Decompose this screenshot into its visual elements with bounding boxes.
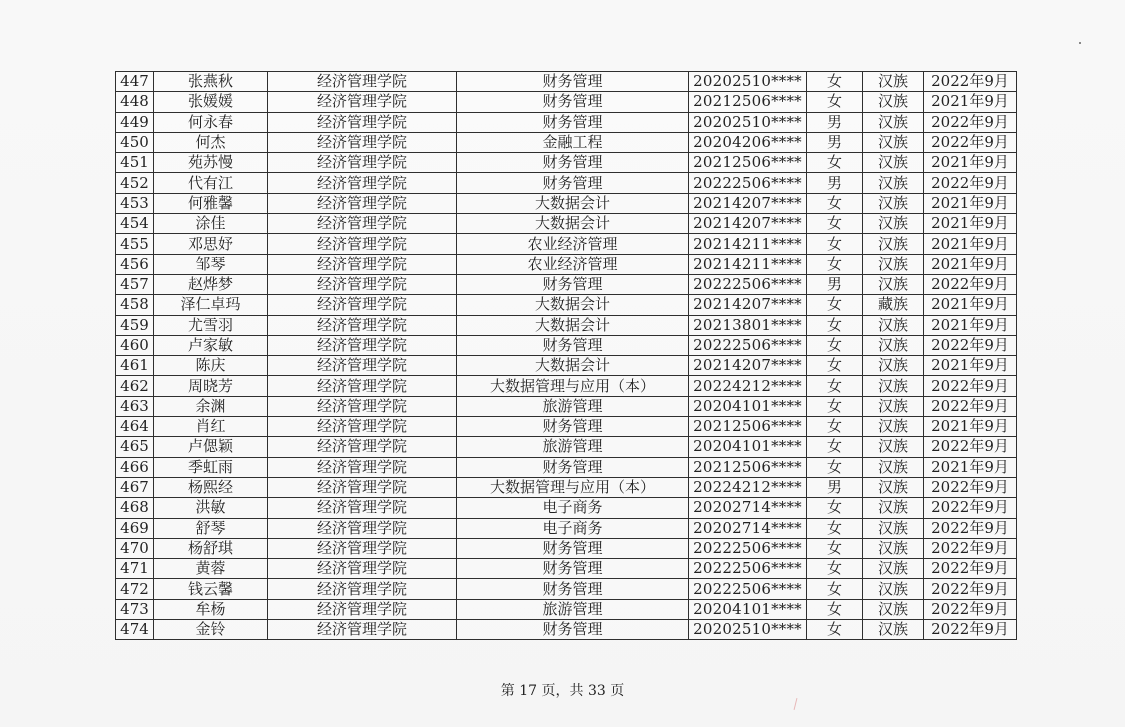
student-id: 20214207**** (689, 295, 807, 315)
college-name: 经济管理学院 (268, 518, 457, 538)
table-row (116, 193, 1017, 213)
college-name: 经济管理学院 (268, 234, 457, 254)
ethnicity: 藏族 (863, 295, 924, 315)
student-id: 20214207**** (689, 214, 807, 234)
major-name: 大数据会计 (457, 356, 689, 376)
table-row (116, 599, 1017, 619)
enrollment-date: 2022年9月 (924, 477, 1017, 497)
major-name: 旅游管理 (457, 599, 689, 619)
table-row (116, 559, 1017, 579)
gender: 女 (807, 315, 863, 335)
table-row (116, 214, 1017, 234)
table-row (116, 234, 1017, 254)
student-id: 20202510**** (689, 620, 807, 640)
row-number: 461 (116, 356, 154, 376)
ethnicity: 汉族 (863, 477, 924, 497)
student-name: 牟杨 (154, 599, 268, 619)
enrollment-date: 2021年9月 (924, 356, 1017, 376)
gender: 女 (807, 153, 863, 173)
enrollment-date: 2022年9月 (924, 518, 1017, 538)
student-id: 20214207**** (689, 193, 807, 213)
row-number: 473 (116, 599, 154, 619)
row-number: 459 (116, 315, 154, 335)
student-id: 20202714**** (689, 498, 807, 518)
student-id: 20224212**** (689, 376, 807, 396)
ethnicity: 汉族 (863, 234, 924, 254)
college-name: 经济管理学院 (268, 356, 457, 376)
enrollment-date: 2022年9月 (924, 132, 1017, 152)
major-name: 大数据管理与应用（本） (457, 376, 689, 396)
student-id: 20222506**** (689, 538, 807, 558)
table-row (116, 376, 1017, 396)
student-name: 周晓芳 (154, 376, 268, 396)
college-name: 经济管理学院 (268, 214, 457, 234)
table-row (116, 477, 1017, 497)
student-id: 20212506**** (689, 417, 807, 437)
student-id: 20202714**** (689, 518, 807, 538)
major-name: 财务管理 (457, 559, 689, 579)
table-row (116, 356, 1017, 376)
enrollment-date: 2022年9月 (924, 498, 1017, 518)
gender: 女 (807, 538, 863, 558)
table-row (116, 92, 1017, 112)
college-name: 经济管理学院 (268, 193, 457, 213)
enrollment-date: 2022年9月 (924, 72, 1017, 92)
student-name: 张媛媛 (154, 92, 268, 112)
gender: 女 (807, 335, 863, 355)
ethnicity: 汉族 (863, 599, 924, 619)
student-id: 20202510**** (689, 72, 807, 92)
gender: 女 (807, 92, 863, 112)
gender: 女 (807, 518, 863, 538)
ethnicity: 汉族 (863, 335, 924, 355)
college-name: 经济管理学院 (268, 599, 457, 619)
enrollment-date: 2021年9月 (924, 295, 1017, 315)
row-number: 471 (116, 559, 154, 579)
student-id: 20204101**** (689, 396, 807, 416)
row-number: 462 (116, 376, 154, 396)
row-number: 457 (116, 274, 154, 294)
ethnicity: 汉族 (863, 274, 924, 294)
enrollment-date: 2022年9月 (924, 538, 1017, 558)
student-id: 20213801**** (689, 315, 807, 335)
college-name: 经济管理学院 (268, 620, 457, 640)
gender: 男 (807, 274, 863, 294)
row-number: 447 (116, 72, 154, 92)
enrollment-date: 2022年9月 (924, 274, 1017, 294)
row-number: 470 (116, 538, 154, 558)
gender: 女 (807, 417, 863, 437)
student-name: 钱云馨 (154, 579, 268, 599)
table-row (116, 173, 1017, 193)
row-number: 454 (116, 214, 154, 234)
student-id: 20204206**** (689, 132, 807, 152)
college-name: 经济管理学院 (268, 173, 457, 193)
student-name: 代有江 (154, 173, 268, 193)
college-name: 经济管理学院 (268, 417, 457, 437)
gender: 女 (807, 254, 863, 274)
gender: 男 (807, 173, 863, 193)
ethnicity: 汉族 (863, 153, 924, 173)
table-row (116, 437, 1017, 457)
ethnicity: 汉族 (863, 254, 924, 274)
table-row (116, 620, 1017, 640)
college-name: 经济管理学院 (268, 295, 457, 315)
student-name: 卢偲颖 (154, 437, 268, 457)
gender: 女 (807, 72, 863, 92)
gender: 女 (807, 559, 863, 579)
student-name: 何杰 (154, 132, 268, 152)
ethnicity: 汉族 (863, 579, 924, 599)
major-name: 大数据会计 (457, 214, 689, 234)
enrollment-date: 2021年9月 (924, 214, 1017, 234)
student-name: 黄蓉 (154, 559, 268, 579)
row-number: 453 (116, 193, 154, 213)
student-id: 20222506**** (689, 335, 807, 355)
table-row (116, 295, 1017, 315)
table-row (116, 132, 1017, 152)
enrollment-date: 2022年9月 (924, 620, 1017, 640)
row-number: 468 (116, 498, 154, 518)
gender: 女 (807, 396, 863, 416)
gender: 女 (807, 457, 863, 477)
gender: 女 (807, 599, 863, 619)
enrollment-date: 2021年9月 (924, 92, 1017, 112)
table-row (116, 498, 1017, 518)
table-row (116, 153, 1017, 173)
row-number: 455 (116, 234, 154, 254)
table-row (116, 254, 1017, 274)
major-name: 大数据管理与应用（本） (457, 477, 689, 497)
college-name: 经济管理学院 (268, 559, 457, 579)
gender: 女 (807, 193, 863, 213)
student-name: 邓思妤 (154, 234, 268, 254)
student-id: 20222506**** (689, 274, 807, 294)
college-name: 经济管理学院 (268, 132, 457, 152)
table-row (116, 315, 1017, 335)
ethnicity: 汉族 (863, 417, 924, 437)
major-name: 财务管理 (457, 92, 689, 112)
enrollment-date: 2022年9月 (924, 376, 1017, 396)
row-number: 466 (116, 457, 154, 477)
student-id: 20214207**** (689, 356, 807, 376)
table-row (116, 112, 1017, 132)
student-name: 何雅馨 (154, 193, 268, 213)
enrollment-date: 2021年9月 (924, 315, 1017, 335)
enrollment-date: 2022年9月 (924, 173, 1017, 193)
enrollment-date: 2021年9月 (924, 417, 1017, 437)
row-number: 451 (116, 153, 154, 173)
enrollment-date: 2022年9月 (924, 599, 1017, 619)
student-name: 邹琴 (154, 254, 268, 274)
ethnicity: 汉族 (863, 72, 924, 92)
major-name: 金融工程 (457, 132, 689, 152)
row-number: 456 (116, 254, 154, 274)
enrollment-date: 2021年9月 (924, 457, 1017, 477)
ethnicity: 汉族 (863, 538, 924, 558)
gender: 女 (807, 620, 863, 640)
student-name: 洪敏 (154, 498, 268, 518)
student-name: 杨熙经 (154, 477, 268, 497)
table-row (116, 457, 1017, 477)
table-row (116, 335, 1017, 355)
gender: 男 (807, 132, 863, 152)
student-id: 20214211**** (689, 254, 807, 274)
major-name: 财务管理 (457, 538, 689, 558)
major-name: 旅游管理 (457, 396, 689, 416)
student-name: 卢家敏 (154, 335, 268, 355)
scan-speck (1079, 42, 1081, 44)
row-number: 467 (116, 477, 154, 497)
row-number: 464 (116, 417, 154, 437)
ethnicity: 汉族 (863, 193, 924, 213)
college-name: 经济管理学院 (268, 112, 457, 132)
student-id: 20212506**** (689, 92, 807, 112)
major-name: 财务管理 (457, 457, 689, 477)
major-name: 大数据会计 (457, 295, 689, 315)
row-number: 472 (116, 579, 154, 599)
college-name: 经济管理学院 (268, 498, 457, 518)
student-id: 20214211**** (689, 234, 807, 254)
table-row (116, 396, 1017, 416)
row-number: 465 (116, 437, 154, 457)
major-name: 电子商务 (457, 518, 689, 538)
table-row (116, 518, 1017, 538)
student-id: 20222506**** (689, 559, 807, 579)
enrollment-date: 2022年9月 (924, 335, 1017, 355)
row-number: 452 (116, 173, 154, 193)
ethnicity: 汉族 (863, 437, 924, 457)
student-id: 20222506**** (689, 579, 807, 599)
table-row (116, 274, 1017, 294)
enrollment-date: 2021年9月 (924, 254, 1017, 274)
table-row (116, 538, 1017, 558)
major-name: 旅游管理 (457, 437, 689, 457)
major-name: 大数据会计 (457, 315, 689, 335)
gender: 女 (807, 579, 863, 599)
major-name: 财务管理 (457, 72, 689, 92)
major-name: 财务管理 (457, 335, 689, 355)
row-number: 458 (116, 295, 154, 315)
student-name: 肖红 (154, 417, 268, 437)
major-name: 财务管理 (457, 112, 689, 132)
student-name: 杨舒琪 (154, 538, 268, 558)
gender: 女 (807, 498, 863, 518)
college-name: 经济管理学院 (268, 376, 457, 396)
college-name: 经济管理学院 (268, 396, 457, 416)
student-name: 陈庆 (154, 356, 268, 376)
gender: 男 (807, 112, 863, 132)
student-id: 20202510**** (689, 112, 807, 132)
gender: 女 (807, 214, 863, 234)
ethnicity: 汉族 (863, 559, 924, 579)
student-name: 余渊 (154, 396, 268, 416)
enrollment-date: 2021年9月 (924, 234, 1017, 254)
ethnicity: 汉族 (863, 457, 924, 477)
student-id: 20212506**** (689, 457, 807, 477)
student-name: 涂佳 (154, 214, 268, 234)
ethnicity: 汉族 (863, 396, 924, 416)
ethnicity: 汉族 (863, 518, 924, 538)
ethnicity: 汉族 (863, 498, 924, 518)
college-name: 经济管理学院 (268, 579, 457, 599)
student-name: 何永春 (154, 112, 268, 132)
ethnicity: 汉族 (863, 214, 924, 234)
major-name: 大数据会计 (457, 193, 689, 213)
row-number: 449 (116, 112, 154, 132)
major-name: 农业经济管理 (457, 254, 689, 274)
major-name: 财务管理 (457, 153, 689, 173)
table-row (116, 579, 1017, 599)
college-name: 经济管理学院 (268, 538, 457, 558)
table-row (116, 72, 1017, 92)
row-number: 474 (116, 620, 154, 640)
enrollment-date: 2022年9月 (924, 396, 1017, 416)
student-name: 尤雪羽 (154, 315, 268, 335)
enrollment-date: 2022年9月 (924, 559, 1017, 579)
student-name: 金铃 (154, 620, 268, 640)
row-number: 469 (116, 518, 154, 538)
gender: 男 (807, 477, 863, 497)
ethnicity: 汉族 (863, 173, 924, 193)
ethnicity: 汉族 (863, 112, 924, 132)
student-id: 20212506**** (689, 153, 807, 173)
gender: 女 (807, 234, 863, 254)
student-name: 泽仁卓玛 (154, 295, 268, 315)
major-name: 财务管理 (457, 274, 689, 294)
ethnicity: 汉族 (863, 356, 924, 376)
student-id: 20224212**** (689, 477, 807, 497)
college-name: 经济管理学院 (268, 437, 457, 457)
college-name: 经济管理学院 (268, 153, 457, 173)
page-number: 第 17 页，共 33 页 (500, 683, 625, 699)
enrollment-date: 2022年9月 (924, 437, 1017, 457)
student-name: 张燕秋 (154, 72, 268, 92)
table-body (116, 72, 1017, 640)
student-id: 20222506**** (689, 173, 807, 193)
ethnicity: 汉族 (863, 620, 924, 640)
student-roster-table (115, 71, 1017, 640)
college-name: 经济管理学院 (268, 315, 457, 335)
ethnicity: 汉族 (863, 132, 924, 152)
enrollment-date: 2021年9月 (924, 153, 1017, 173)
college-name: 经济管理学院 (268, 335, 457, 355)
major-name: 财务管理 (457, 579, 689, 599)
college-name: 经济管理学院 (268, 274, 457, 294)
gender: 女 (807, 295, 863, 315)
student-name: 苑苏慢 (154, 153, 268, 173)
student-name: 赵烨梦 (154, 274, 268, 294)
major-name: 财务管理 (457, 620, 689, 640)
student-name: 舒琴 (154, 518, 268, 538)
ethnicity: 汉族 (863, 92, 924, 112)
college-name: 经济管理学院 (268, 92, 457, 112)
major-name: 财务管理 (457, 173, 689, 193)
student-id: 20204101**** (689, 437, 807, 457)
gender: 女 (807, 376, 863, 396)
ethnicity: 汉族 (863, 376, 924, 396)
student-id: 20204101**** (689, 599, 807, 619)
college-name: 经济管理学院 (268, 254, 457, 274)
gender: 女 (807, 437, 863, 457)
enrollment-date: 2022年9月 (924, 579, 1017, 599)
row-number: 448 (116, 92, 154, 112)
ethnicity: 汉族 (863, 315, 924, 335)
major-name: 电子商务 (457, 498, 689, 518)
enrollment-date: 2022年9月 (924, 112, 1017, 132)
gender: 女 (807, 356, 863, 376)
table-row (116, 417, 1017, 437)
row-number: 463 (116, 396, 154, 416)
major-name: 财务管理 (457, 417, 689, 437)
student-name: 季虹雨 (154, 457, 268, 477)
row-number: 450 (116, 132, 154, 152)
row-number: 460 (116, 335, 154, 355)
college-name: 经济管理学院 (268, 72, 457, 92)
college-name: 经济管理学院 (268, 477, 457, 497)
major-name: 农业经济管理 (457, 234, 689, 254)
college-name: 经济管理学院 (268, 457, 457, 477)
enrollment-date: 2021年9月 (924, 193, 1017, 213)
